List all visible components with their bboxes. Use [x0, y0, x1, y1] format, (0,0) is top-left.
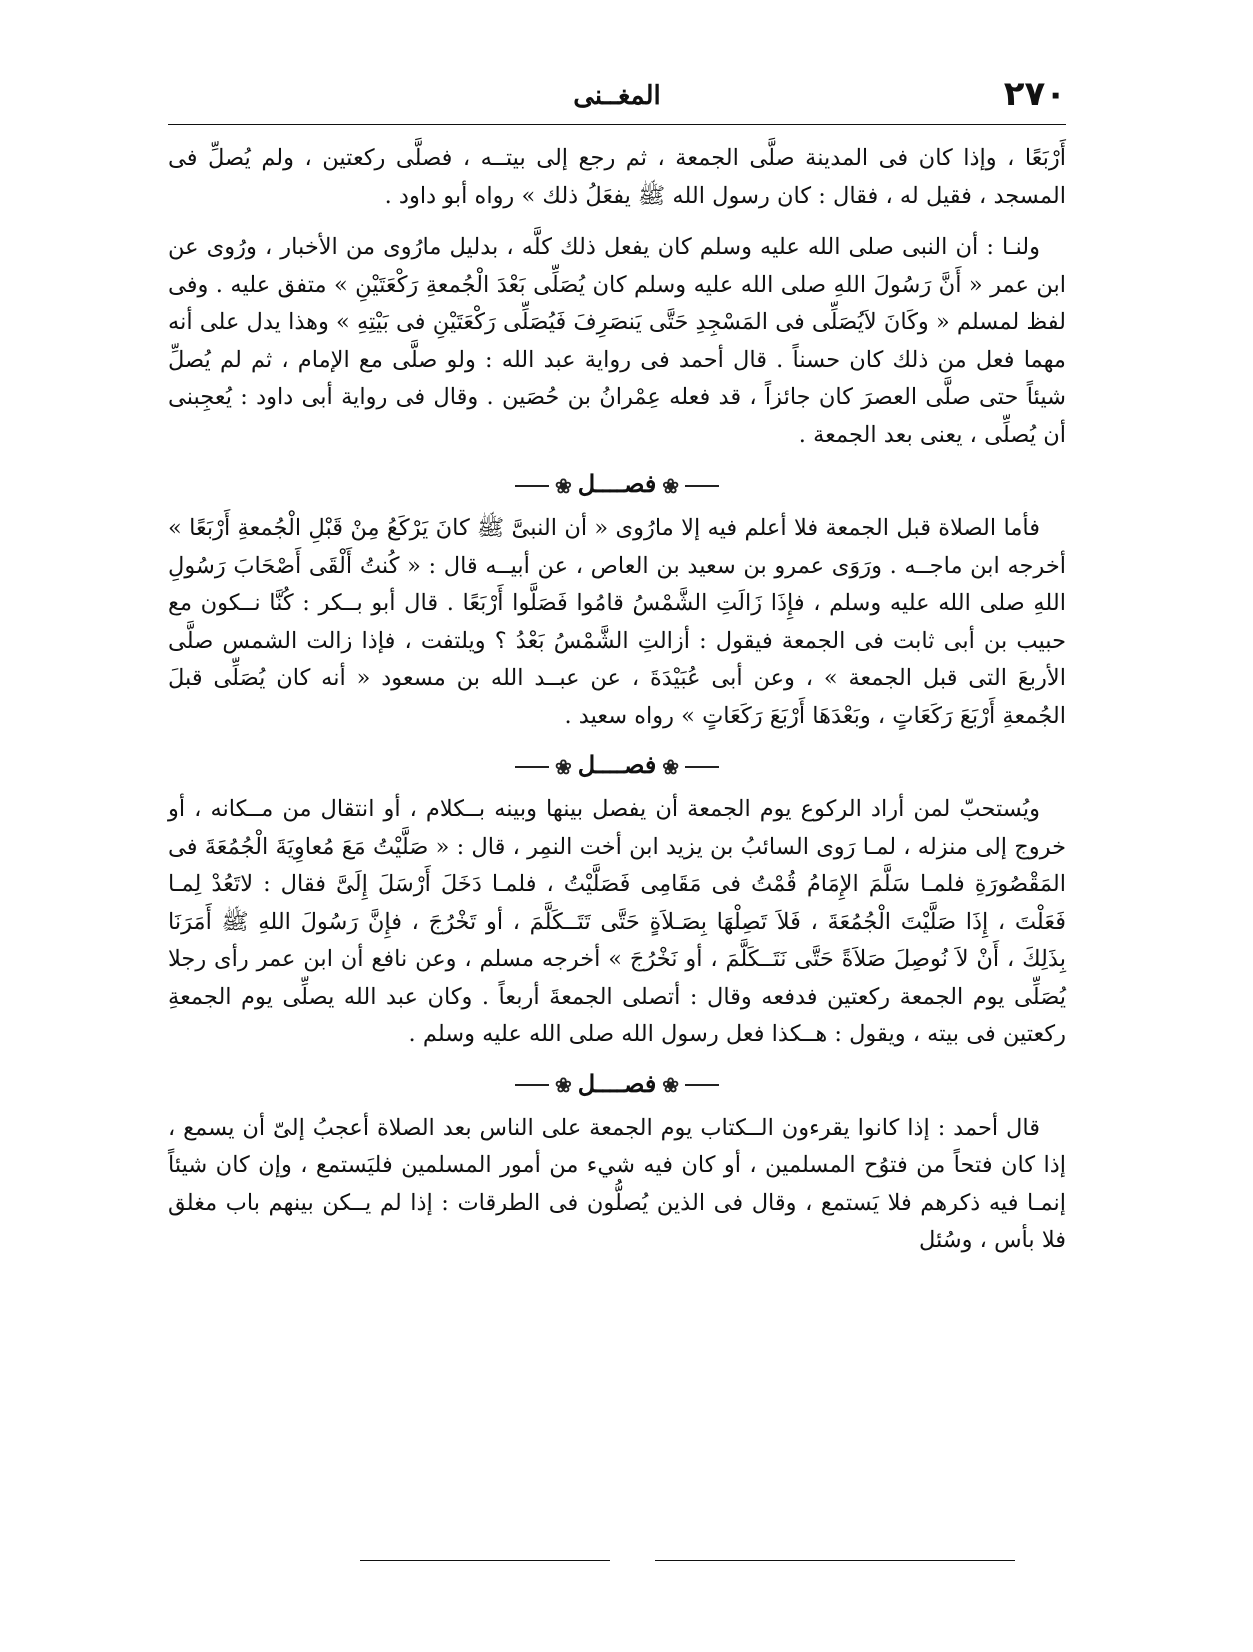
flourish-icon: ❀ [554, 754, 572, 779]
ornament-dash [515, 485, 549, 487]
flourish-icon: ❀ [554, 473, 572, 498]
flourish-icon: ❀ [554, 1073, 572, 1097]
paragraph: قال أحمد : إذا كانوا يقرءون الــكتاب يوم الجمعة على الناس بعد الصلاة أعجبُ إلىّ أن يسمع ، إذا كان فتحاً من فتوُح المسلمين ، أو كان فيه شيء من أمور المسلمين فليَستمع ، وإن كان شيئاً إنمـا فيه ذكرهم فلا يَستمع ، وقال فى الذين يُصلُّون فى الطرقات : إذا لم يــكن بينهم باب مغلق فلا بأس ، وسُئل [168, 1114, 1066, 1253]
flourish-icon: ❀ [662, 754, 680, 779]
paragraph: ويُستحبّ لمن أراد الركوع يوم الجمعة أن يفصل بينها وبينه بــكلام ، أو انتقال من مــكانه ، أو خروج إلى منزله ، لمـا رَوى السائبُ بن يزيد ابن أخت النمِر ، قال : « صَلَّيْتُ مَعَ مُعاوِيَةَ الْجُمُعَةَ فى المَقْصُورَةِ فلمـا سَلَّمَ الإِمَامُ قُمْتُ فى مَقَامِى فَصَلَّيْتُ ، فلمـا دَخَلَ أَرْسَلَ إِلَىَّ فقال : لاتَعُدْ لِمـا فَعَلْتَ ، إِذَا صَلَّيْتَ الْجُمُعَةَ ، فَلاَ تَصِلْهَا بِصَـلاَةٍ حَتَّى تَتَــكَلَّمَ ، أو تَخْرُجَ ، فإِنَّ رَسُولَ اللهِ ﷺ أَمَرَنَا بِذَلِكَ ، أَنْ لاَ نُوصِلَ صَلاَةً حَتَّى نَتَــكَلَّمَ ، أو نَخْرُجَ » أخرجه مسلم ، وعن نافع أن ابن عمر رأى رجلا يُصَلِّى يوم الجمعة ركعتين فدفعه وقال : أتصلى الجمعةَ أربعاً . وكان عبد الله يصلِّى يوم الجمعةِ ركعتين فى بيته ، ويقول : هــكذا فعل رسول الله صلى الله عليه وسلم . [168, 796, 1066, 1047]
footer-rule [360, 1560, 610, 1561]
flourish-icon: ❀ [662, 473, 680, 498]
ornament-dash [685, 485, 719, 487]
section-heading-label: فصــــل [577, 1068, 657, 1098]
section-heading-label: فصــــل [577, 750, 657, 779]
section-heading [168, 468, 1066, 500]
section-heading-label: فصــــل [577, 469, 657, 498]
header-rule [168, 124, 1066, 125]
page-header [168, 72, 1066, 120]
section-heading [168, 749, 1066, 781]
page-number: ٢٧٠ [1003, 74, 1066, 114]
paragraph: ولنـا : أن النبى صلى الله عليه وسلم كان يفعل ذلك كلَّه ، بدليل مارُوى من الأخبار ، ورُوى عن ابن عمر « أَنَّ رَسُولَ اللهِ صلى الله عليه وسلم كان يُصَلِّى بَعْدَ الْجُمعةِ رَكْعَتَيْنِ » متفق عليه . وفى لفظ لمسلم « وكَانَ لاَيُصَلِّى فى المَسْجِدِ حَتَّى يَنصَرِفَ فَيُصَلِّى رَكْعَتَيْنِ فى بَيْتِهِ » وهذا يدل على أنه مهما فعل من ذلك كان حسناً . قال أحمد فى رواية عبد الله : ولو صلَّى مع الإمام ، ثم لم يُصلِّ شيئاً حتى صلَّى العصرَ كان جائزاً ، قد فعله عِمْرانُ بن حُصَين . وقال فى رواية أبى داود : يُعجِبنى أن يُصلِّى ، يعنى بعد الجمعة . [168, 234, 1066, 448]
paragraph: فأما الصلاة قبل الجمعة فلا أعلم فيه إلا مارُوى « أن النبىَّ ﷺ كانَ يَرْكَعُ مِنْ قَبْلِ الْجُمعةِ أَرْبَعًا » أخرجه ابن ماجــه . ورَوَى عمرو بن سعيد بن العاص ، عن أبيــه قال : « كُنتُ أَلْقَى أَصْحَابَ رَسُولِ اللهِ صلى الله عليه وسلم ، فإِذَا زَالَتِ الشَّمْسُ قامُوا فَصَلَّوا أَرْبَعًا . قال أبو بــكر : كُنَّا نــكون مع حبيب بن أبى ثابت فى الجمعة فيقول : أزالتِ الشَّمْسُ بَعْدُ ؟ ويلتفت ، فإذا زالت الشمس صلَّى الأربعَ التى قبل الجمعة » ، وعن أبى عُبَيْدَةَ ، عن عبــد الله بن مسعود « أنه كان يُصَلِّى قبلَ الجُمعةِ أَرْبَعَ رَكَعَاتٍ ، وبَعْدَهَا أَرْبَعَ رَكَعَاتٍ » رواه سعيد . [168, 515, 1066, 729]
section-heading [168, 1068, 1066, 1100]
ornament-dash [515, 766, 549, 768]
paragraph: أَرْبَعًا ، وإذا كان فى المدينة صلَّى الجمعة ، ثم رجع إلى بيتــه ، فصلَّى ركعتين ، ولم يُصلِّ فى المسجد ، فقيل له ، فقال : كان رسول الله ﷺ يفعَلُ ذلك » رواه أبو داود . [168, 145, 1066, 209]
ornament-dash [515, 1084, 549, 1086]
flourish-icon: ❀ [662, 1073, 680, 1097]
ornament-dash [685, 766, 719, 768]
page-body [168, 140, 1066, 1558]
footer-rule [655, 1560, 1015, 1561]
ornament-dash [685, 1084, 719, 1086]
running-title: المغــنى [573, 81, 661, 111]
